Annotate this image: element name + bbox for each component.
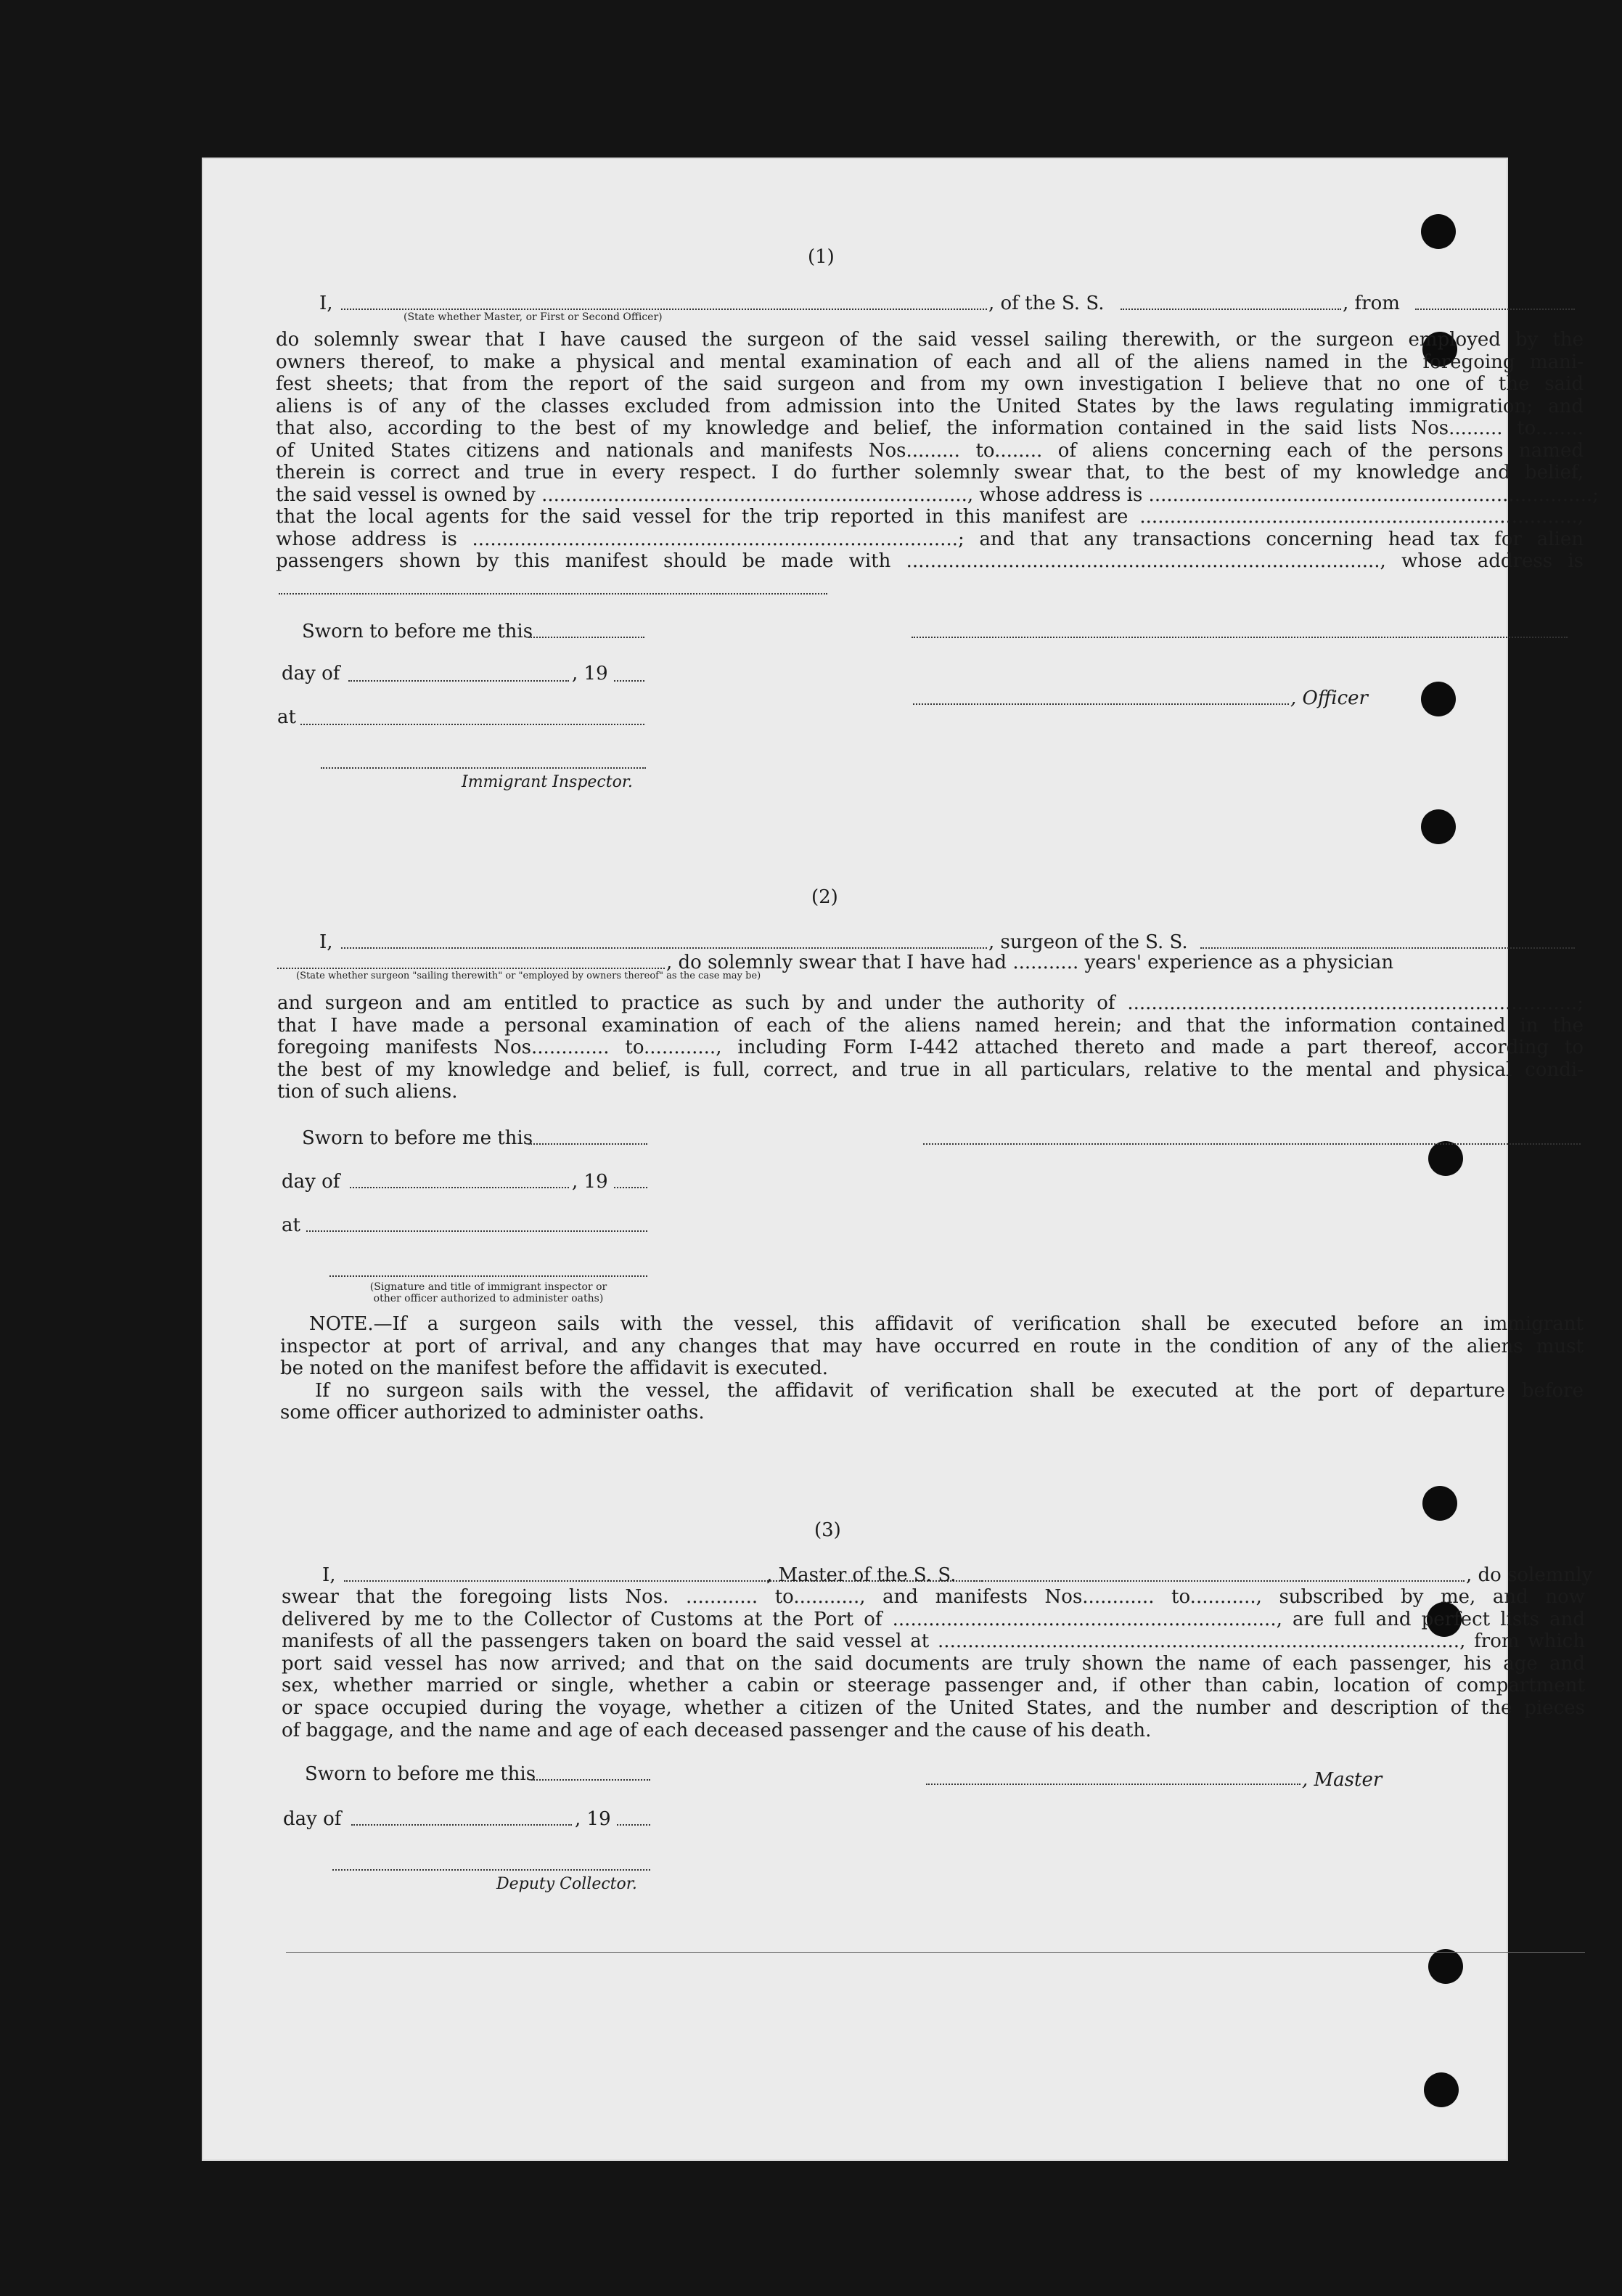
s1-address-blank[interactable] [279, 593, 827, 595]
s1-officer-label: , Officer [1290, 687, 1368, 709]
s1-signature-blank[interactable] [912, 637, 1568, 638]
s1-of-ss-label: , of the S. S. [988, 293, 1105, 314]
s2-i-label: I, [319, 931, 333, 953]
s3-body: swear that the foregoing lists Nos. ............ to..........., and manifests Nos............ to..........., subscribed by me, and now delivered by me to the Collector of Customs at the Port of ................................................................, are full and perfect lists and manifests of all the passengers taken on board the said vessel at ......................................................................................., from which port said vessel has now arrived; and that on the said documents are truly shown the name of each passenger, his age and sex, whether married or single, whether a cabin or steerage passenger and, if other than cabin, location of compartment or space occupied during the voyage, whether a citizen of the United States, and the number and description of the pieces [282, 1586, 1585, 1719]
manifest-page [202, 158, 1599, 2161]
punch-hole [1421, 682, 1456, 716]
s2-day-blank[interactable] [350, 1187, 569, 1188]
s1-vessel-blank[interactable] [1121, 309, 1341, 310]
s3-do-label: , do solemnly [1466, 1564, 1593, 1586]
s1-inspector-label: Immigrant Inspector. [462, 773, 633, 791]
s2-year-blank[interactable] [614, 1187, 647, 1188]
s2-body: and surgeon and am entitled to practice as such by and under the authority of ...........................................................................; that I have made a personal examination of each of the aliens named herein; and that the information contained in the foregoing manifests Nos............. to............, including Form I-442 attached thereto and made a part thereof, according to the best of my knowledge and belief, is full, correct, and true in all particulars, relative to the mental and physical condi- [277, 992, 1584, 1081]
s2-signature-blank[interactable] [923, 1143, 1581, 1145]
s2-surgeon-name-blank[interactable] [341, 947, 987, 949]
punch-hole [1421, 214, 1456, 249]
s1-at-blank[interactable] [300, 724, 644, 725]
s1-at-label: at [277, 706, 296, 728]
s2-vessel-blank[interactable] [1200, 947, 1575, 949]
section-2-heading: (2) [811, 886, 838, 908]
s2-note2: If no surgeon sails with the vessel, the affidavit of verification shall be executed at the port of departure before [315, 1380, 1584, 1402]
s2-sworn-label: Sworn to before me this [302, 1127, 533, 1149]
s1-state-note: (State whether Master, or First or Second Officer) [404, 311, 663, 323]
s2-line2: , do solemnly swear that I have had ........... years' experience as a physician [666, 952, 1394, 973]
s2-surgeon-label: , surgeon of the S. S. [988, 931, 1188, 953]
s2-state-blank[interactable] [277, 968, 665, 969]
s3-master-sign-label: , Master [1302, 1769, 1383, 1791]
s3-sworn-label: Sworn to before me this [305, 1763, 536, 1785]
s1-day-blank[interactable] [348, 680, 569, 682]
s3-vessel-blank[interactable] [974, 1580, 1465, 1582]
s1-day-label: day of [282, 663, 340, 685]
s3-year-blank[interactable] [617, 1824, 650, 1826]
s3-collector-blank[interactable] [332, 1869, 650, 1871]
s2-note2-last: some officer authorized to administer oaths. [280, 1402, 705, 1423]
punch-hole [1428, 1141, 1463, 1176]
s2-last-line: tion of such aliens. [277, 1081, 458, 1103]
punch-hole [1428, 1949, 1463, 1984]
s3-day-blank[interactable] [351, 1824, 572, 1826]
s3-sworn-blank[interactable] [531, 1779, 650, 1781]
s1-i-label: I, [319, 293, 333, 314]
s2-year-label: , 19 [572, 1171, 608, 1193]
s2-day-label: day of [282, 1171, 340, 1193]
punch-hole [1422, 1486, 1457, 1521]
s1-officer-blank[interactable] [913, 703, 1289, 705]
s1-year-blank[interactable] [614, 680, 644, 682]
s1-body: do solemnly swear that I have caused the surgeon of the said vessel sailing therewith, or the surgeon employed by the owners thereof, to make a physical and mental examination of each and all of the aliens named in the foregoing mani- fest sheets; that from the report of the said surgeon and from my own investigation I believe that no one of the said aliens is of any of the classes excluded from admission into the United States by the laws regulating immigration; and that also, according to the best of my knowledge and belief, the information contained in the said lists Nos......... to........ of United States citizens and nationals and manifests Nos......... to........ of aliens concerning each of the persons named therein is correct and true in every respect. I do further solemnly swear that, to the best of my knowledge and belief, the said vessel is owned by ......................................................................., whose address is ..........................................................................; that the local agents for the said vessel for the trip reported in this manifest are ........................................................................., whose address is .................................................................................; and that any transactions concerning head tax for alien passengers shown by this manifest should be made with ..............................................................................., whose address is [276, 329, 1599, 572]
s1-year-label: , 19 [572, 663, 608, 685]
s1-officer-name-blank[interactable] [341, 309, 987, 310]
s2-at-blank[interactable] [306, 1230, 647, 1232]
s2-signature-note-1: (Signature and title of immigrant inspector or [369, 1281, 607, 1293]
s3-day-label: day of [283, 1808, 342, 1830]
s1-sworn-blank[interactable] [528, 637, 644, 638]
punch-hole [1421, 809, 1456, 844]
s3-signature-blank[interactable] [926, 1784, 1301, 1785]
s1-sworn-label: Sworn to before me this [302, 621, 533, 642]
s2-state-note: (State whether surgeon "sailing therewith" or "employed by owners thereof" as the case may be) [296, 971, 761, 981]
section-3-heading: (3) [814, 1519, 841, 1541]
s2-note: NOTE.—If a surgeon sails with the vessel, this affidavit of verification shall be executed before an immigrant inspector at port of arrival, and any changes that may have occurred en route in the condition of any of the aliens must [280, 1313, 1584, 1357]
s2-at-label: at [282, 1214, 300, 1236]
s1-inspector-blank[interactable] [321, 767, 646, 769]
punch-hole [1424, 2072, 1459, 2107]
s3-collector-label: Deputy Collector. [496, 1875, 637, 1893]
section-1-heading: (1) [808, 246, 835, 268]
s2-inspector-signature-blank[interactable] [329, 1275, 647, 1277]
s2-sworn-blank[interactable] [528, 1143, 647, 1145]
s3-year-label: , 19 [575, 1808, 611, 1830]
s2-signature-note-2: other officer authorized to administer oaths) [373, 1293, 604, 1304]
bottom-divider [286, 1952, 1585, 1953]
s2-note-last: be noted on the manifest before the affidavit is executed. [280, 1357, 829, 1379]
s3-i-label: I, [322, 1564, 336, 1586]
s3-last-line: of baggage, and the name and age of each deceased passenger and the cause of his death. [282, 1720, 1152, 1741]
s3-master-label: , Master of the S. S. [766, 1564, 957, 1586]
s1-from-blank[interactable] [1415, 309, 1575, 310]
s1-from-label: , from [1343, 293, 1400, 314]
